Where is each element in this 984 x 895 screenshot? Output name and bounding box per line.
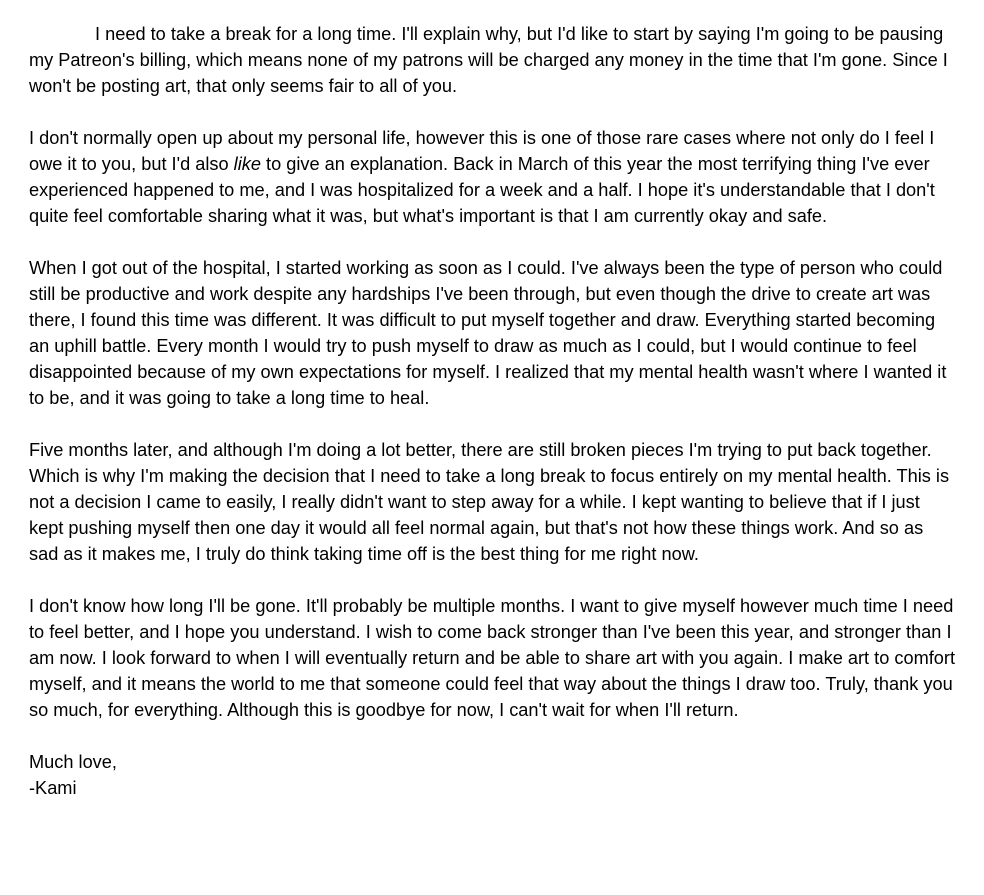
- paragraph-2-text-end: to give an explanation. Back in March of this year the most terrifying thing I've ever experienced happened to me, and I was hospitalized for a week and a half. I hope it's understandable that I don't quite feel comfortable sharing what it was, but what's important is that I am currently okay and safe.: [29, 154, 935, 226]
- sign-off: [29, 749, 955, 801]
- document-body: [29, 21, 955, 801]
- closing-line: Much love,: [29, 752, 117, 772]
- paragraph-2-emphasis: like: [233, 154, 261, 174]
- paragraph-2: [29, 125, 955, 229]
- paragraph-4: Five months later, and although I'm doing a lot better, there are still broken pieces I'm trying to put back together. Which is why I'm making the decision that I need to take a long break to focus entirely on my mental health. This is not a decision I came to easily, I really didn't want to step away for a while. I kept wanting to believe that if I just kept pushing myself then one day it would all feel normal again, but that's not how these things work. And so as sad as it makes me, I truly do think taking time off is the best thing for me right now.: [29, 440, 950, 564]
- paragraph-2-text-start: I don't normally open up about my personal life, however this is one of those rare cases where not only do I feel I owe it to you, but I'd also: [29, 128, 935, 174]
- paragraph-3: When I got out of the hospital, I started working as soon as I could. I've always been the type of person who could still be productive and work despite any hardships I've been through, but even though the drive to create art was there, I found this time was different. It was difficult to put myself together and draw. Everything started becoming an uphill battle. Every month I would try to push myself to draw as much as I could, but I would continue to feel disappointed because of my own expectations for myself. I realized that my mental health wasn't where I wanted it to be, and it was going to take a long time to heal.: [29, 258, 947, 408]
- paragraph-1: I need to take a break for a long time. I'll explain why, but I'd like to start by saying I'm going to be pausing my Patreon's billing, which means none of my patrons will be charged any money in the time that I'm gone. Since I won't be posting art, that only seems fair to all of you.: [29, 24, 948, 96]
- signature: -Kami: [29, 778, 77, 798]
- paragraph-5: I don't know how long I'll be gone. It'll probably be multiple months. I want to give myself however much time I need to feel better, and I hope you understand. I wish to come back stronger than I've been this year, and stronger than I am now. I look forward to when I will eventually return and be able to share art with you again. I make art to comfort myself, and it means the world to me that someone could feel that way about the things I draw too. Truly, thank you so much, for everything. Although this is goodbye for now, I can't wait for when I'll return.: [29, 596, 956, 720]
